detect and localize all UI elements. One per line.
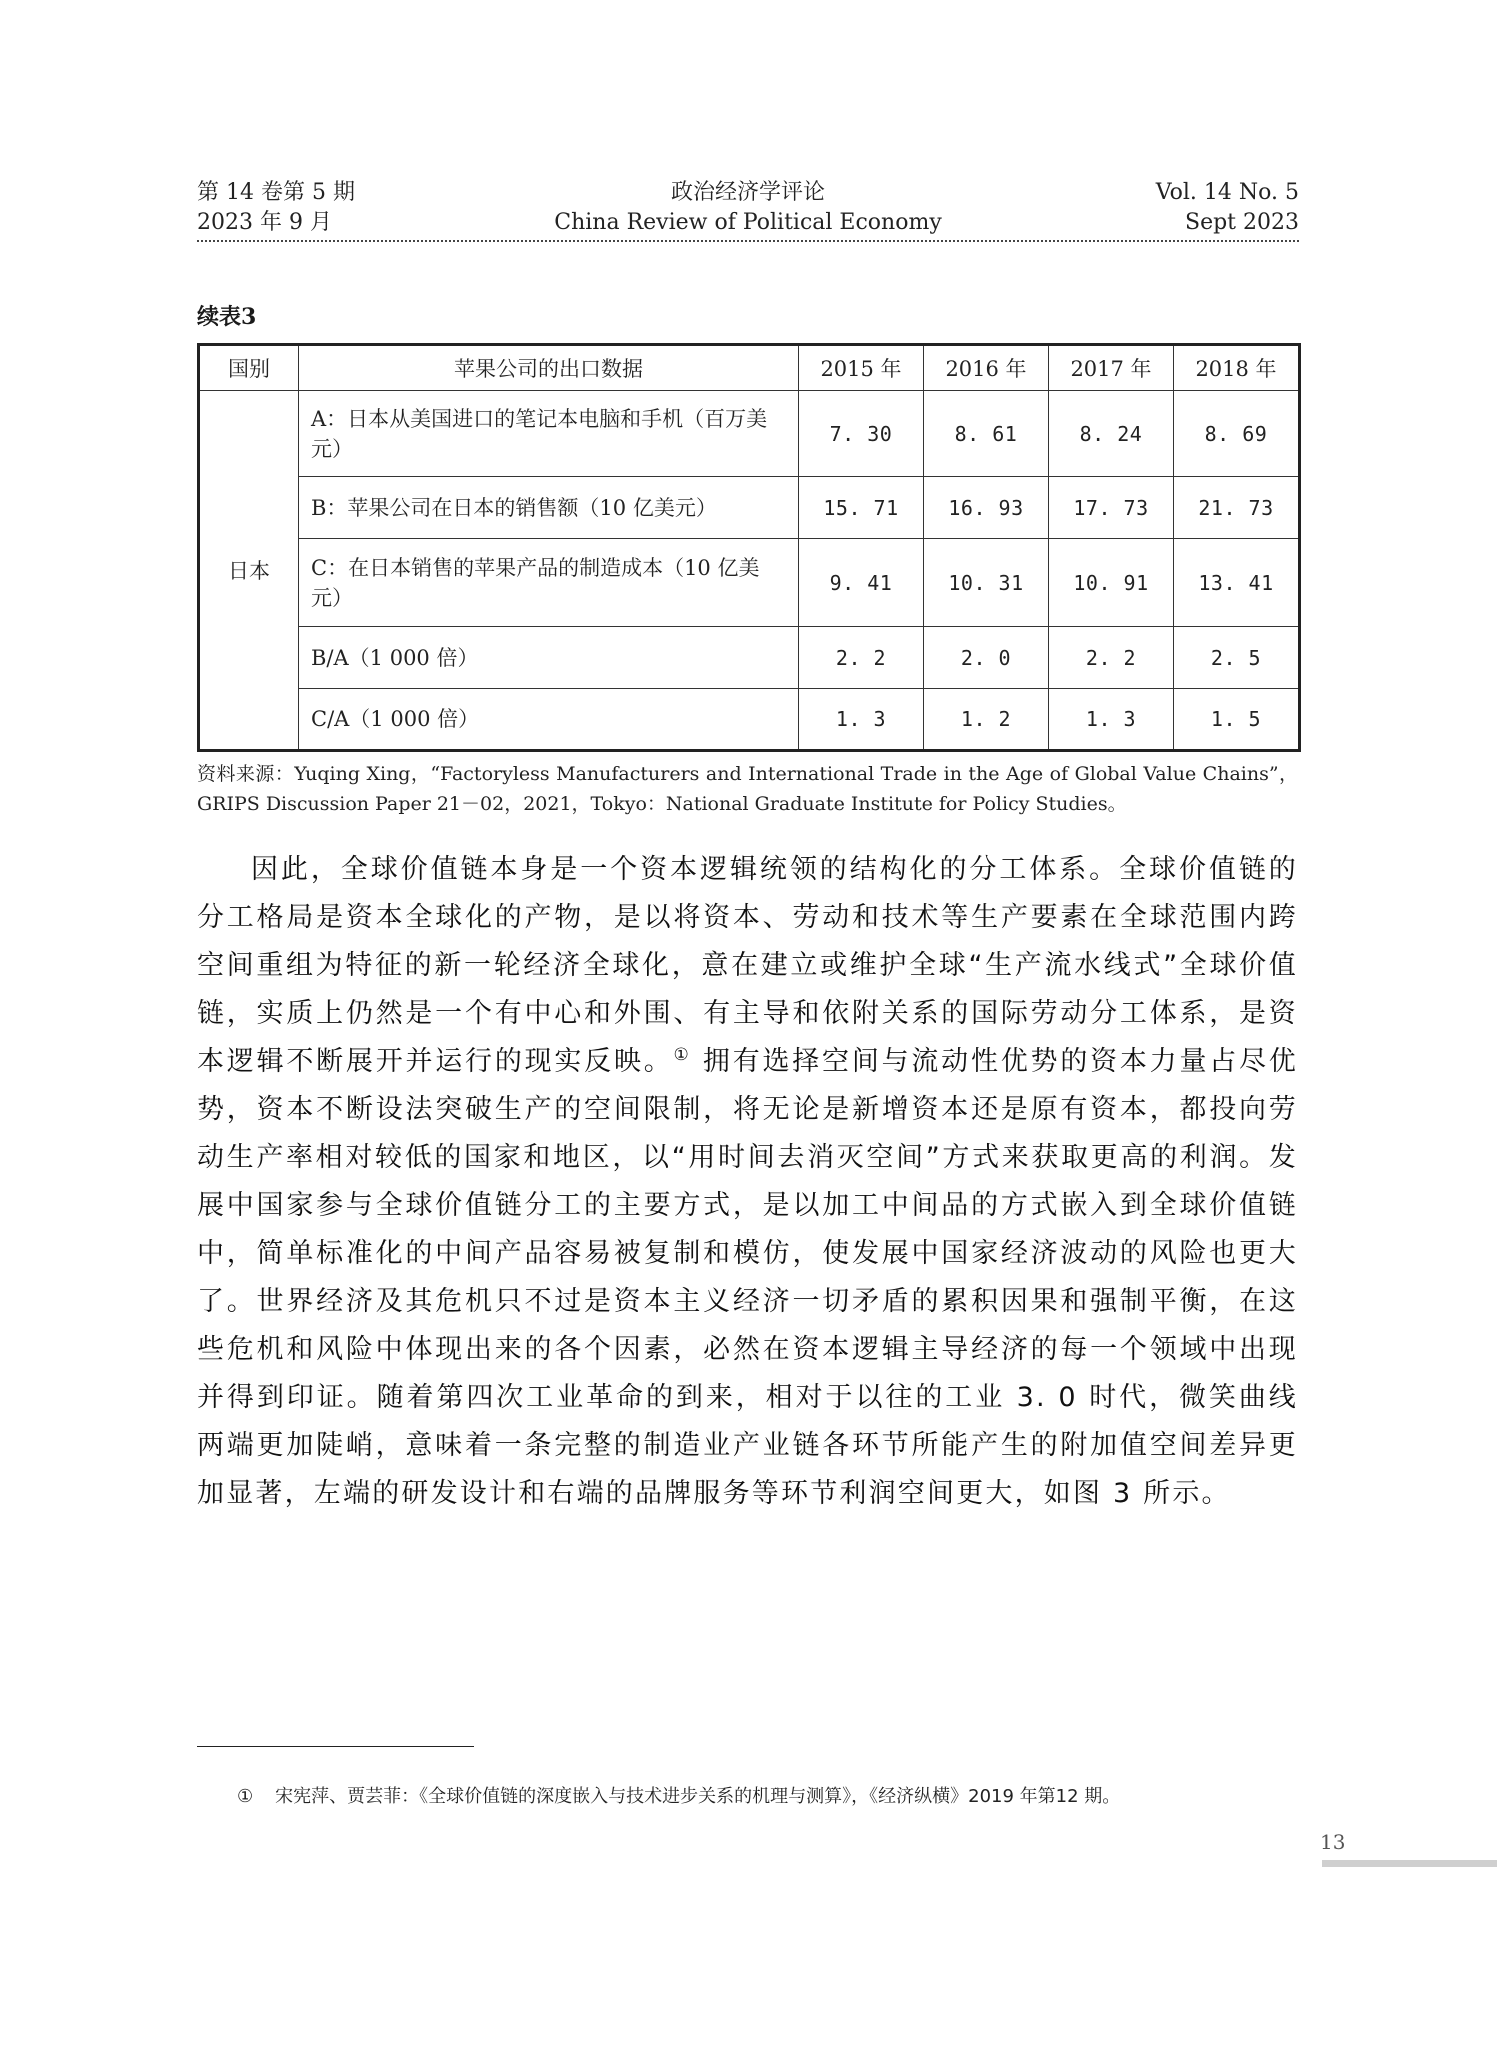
header-divider (197, 240, 1299, 242)
cell-value: 16. 93 (924, 477, 1049, 539)
cell-value: 1. 2 (924, 689, 1049, 751)
journal-issue-en (1100, 178, 1299, 238)
issue-volume-en: Vol. 14 No. 5 (1155, 180, 1299, 205)
cell-value: 17. 73 (1049, 477, 1174, 539)
page-number: 13 (1320, 1830, 1346, 1854)
export-data-table (197, 343, 1301, 752)
cell-value: 1. 3 (799, 689, 924, 751)
issue-volume: 第 14 卷第 5 期 (197, 180, 355, 205)
cell-value: 13. 41 (1174, 539, 1300, 627)
table-row (199, 627, 1300, 689)
issue-date: 2023 年 9 月 (197, 210, 332, 235)
table-header-row (199, 345, 1300, 391)
journal-title (480, 178, 1016, 238)
row-label: B：苹果公司在日本的销售额（10 亿美元） (299, 477, 799, 539)
country-cell: 日本 (199, 391, 299, 751)
cell-value: 8. 24 (1049, 391, 1174, 477)
table-caption: 续表3 (197, 304, 257, 330)
cell-value: 7. 30 (799, 391, 924, 477)
col-header-country: 国别 (199, 345, 299, 391)
col-header-2016: 2016 年 (924, 345, 1049, 391)
cell-value: 1. 5 (1174, 689, 1300, 751)
col-header-2015: 2015 年 (799, 345, 924, 391)
table-row (199, 689, 1300, 751)
table-row (199, 391, 1300, 477)
cell-value: 2. 2 (1049, 627, 1174, 689)
body-text-part2: 拥有选择空间与流动性优势的资本力量占尽优势，资本不断设法突破生产的空间限制，将无论是新增资本还是原有资本，都投向劳动生产率相对较低的国家和地区，以“用时间去消灭空间”方式来获取更高的利润。发展中国家参与全球价值链分工的主要方式，是以加工中间品的方式嵌入到全球价值链中，简单标准化的中间产品容易被复制和模仿，使发展中国家经济波动的风险也更大了。世界经济及其危机只不过是资本主义经济一切矛盾的累积因果和强制平衡，在这些危机和风险中体现出来的各个因素，必然在资本逻辑主导经济的每一个领域中出现并得到印证。随着第四次工业革命的到来，相对于以往的工业 3. 0 时代，微笑曲线两端更加陡峭，意味着一条完整的制造业产业链各环节所能产生的附加值空间差异更加显著，左端的研发设计和右端的品牌服务等环节利润空间更大，如图 3 所示。 (197, 1046, 1298, 1509)
body-text-part1: 因此，全球价值链本身是一个资本逻辑统领的结构化的分工体系。全球价值链的分工格局是资本全球化的产物，是以将资本、劳动和技术等生产要素在全球范围内跨空间重组为特征的新一轮经济全球化，意在建立或维护全球“生产流水线式”全球价值链，实质上仍然是一个有中心和外围、有主导和依附关系的国际劳动分工体系，是资本逻辑不断展开并运行的现实反映。 (197, 854, 1298, 1077)
row-label: A：日本从美国进口的笔记本电脑和手机（百万美元） (299, 391, 799, 477)
table-row (199, 539, 1300, 627)
cell-value: 2. 0 (924, 627, 1049, 689)
cell-value: 8. 69 (1174, 391, 1300, 477)
table-source-note: 资料来源：Yuqing Xing，“Factoryless Manufacturers and International Trade in the Age of Global Value Chains”，GRIPS Discussion Paper 21－02，2021，Tokyo：National Graduate Institute for Policy Studies。 (197, 763, 1298, 815)
body-paragraph (197, 846, 1298, 1518)
cell-value: 2. 2 (799, 627, 924, 689)
row-label: C：在日本销售的苹果产品的制造成本（10 亿美元） (299, 539, 799, 627)
page-number-bar (1322, 1860, 1497, 1867)
cell-value: 8. 61 (924, 391, 1049, 477)
issue-date-en: Sept 2023 (1185, 210, 1299, 235)
col-header-2018: 2018 年 (1174, 345, 1300, 391)
cell-value: 10. 31 (924, 539, 1049, 627)
cell-value: 2. 5 (1174, 627, 1300, 689)
col-header-2017: 2017 年 (1049, 345, 1174, 391)
cell-value: 1. 3 (1049, 689, 1174, 751)
row-label: B/A（1 000 倍） (299, 627, 799, 689)
footnote-text: 宋宪萍、贾芸菲：《全球价值链的深度嵌入与技术进步关系的机理与测算》，《经济纵横》2019 年第12 期。 (275, 1786, 1121, 1807)
footnote-mark: ① (237, 1786, 254, 1807)
row-label: C/A（1 000 倍） (299, 689, 799, 751)
table-row (199, 477, 1300, 539)
journal-title-cn: 政治经济学评论 (670, 180, 825, 205)
cell-value: 9. 41 (799, 539, 924, 627)
col-header-item: 苹果公司的出口数据 (299, 345, 799, 391)
cell-value: 10. 91 (1049, 539, 1174, 627)
footnote (237, 1782, 1120, 1808)
cell-value: 21. 73 (1174, 477, 1300, 539)
footnote-divider (197, 1746, 474, 1747)
journal-title-en: China Review of Political Economy (554, 210, 942, 235)
footnote-reference[interactable]: ① (673, 1045, 692, 1065)
journal-issue (197, 178, 355, 238)
cell-value: 15. 71 (799, 477, 924, 539)
